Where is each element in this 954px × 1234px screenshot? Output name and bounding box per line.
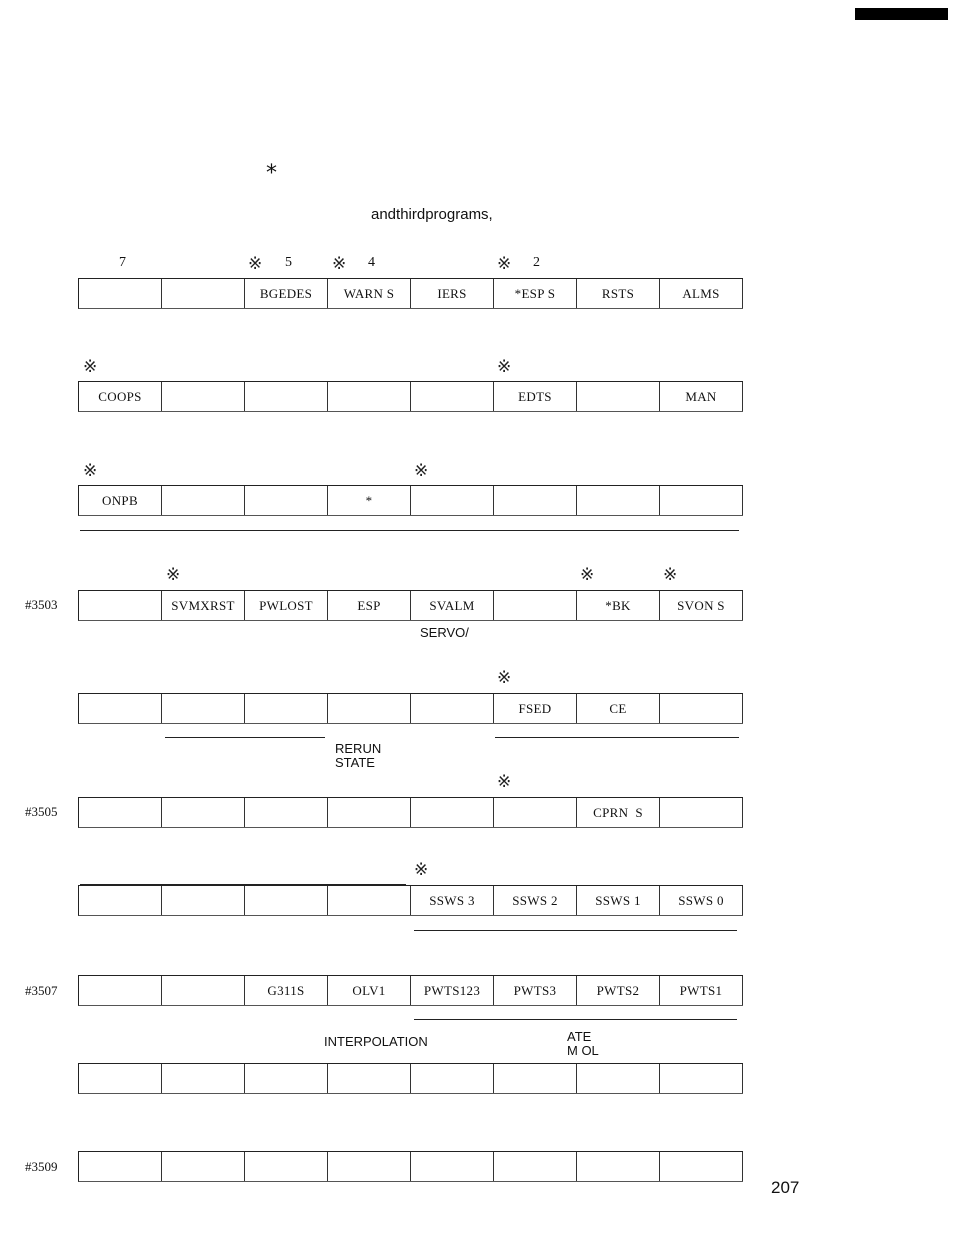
bit-cell: SSWS 0 [660,886,743,915]
bit-cell: PWTS2 [577,976,660,1005]
bit-cell [328,1152,411,1181]
bit-cell [494,1064,577,1093]
reference-mark: ※ [248,254,263,274]
register-row [78,381,743,412]
note-servo: SERVO/ [420,625,469,640]
bit-label-7: 7 [119,255,126,270]
bit-cell: SSWS 1 [577,886,660,915]
bit-cell [245,1064,328,1093]
bit-cell [660,694,743,723]
bit-cell [660,486,743,515]
divider [80,530,739,531]
bit-cell: PWLOST [245,591,328,620]
bit-cell: ONPB [79,486,162,515]
bit-cell [411,694,494,723]
bit-cell: ESP [328,591,411,620]
bit-cell [328,1064,411,1093]
register-row [78,1151,743,1182]
bit-cell [577,382,660,411]
divider [414,930,737,931]
bit-cell [328,886,411,915]
bit-cell [162,976,245,1005]
bit-cell [79,976,162,1005]
reference-mark: ※ [414,461,429,481]
bit-cell [162,1064,245,1093]
register-row [78,797,743,828]
bit-cell [162,1152,245,1181]
asterisk-mark: * [266,161,277,186]
divider [414,1019,737,1020]
page-number: 207 [771,1178,800,1197]
bit-cell [660,1064,743,1093]
bit-cell [411,1152,494,1181]
reference-mark: ※ [83,357,98,377]
bit-label-4: 4 [368,255,375,270]
bit-cell: SVON S [660,591,743,620]
bracket-line [165,737,325,738]
bit-label-2: 2 [533,255,540,270]
bit-cell: PWTS3 [494,976,577,1005]
bit-cell: IERS [411,279,494,308]
bit-cell [162,382,245,411]
bit-cell: SVALM [411,591,494,620]
register-id: #3509 [25,1159,58,1174]
note-mol: M OL [567,1043,599,1058]
bit-cell: OLV1 [328,976,411,1005]
bit-cell: CE [577,694,660,723]
bit-cell [411,486,494,515]
reference-mark: ※ [332,254,347,274]
bit-cell: FSED [494,694,577,723]
register-row [78,590,743,621]
bit-cell [577,1152,660,1181]
reference-mark: ※ [497,668,512,688]
bit-cell [162,279,245,308]
bit-cell [411,798,494,827]
bit-cell: WARN S [328,279,411,308]
note-state: STATE [335,755,375,770]
bit-cell [79,694,162,723]
reference-mark: ※ [497,772,512,792]
bit-cell: MAN [660,382,743,411]
bit-cell [577,486,660,515]
bit-cell: PWTS1 [660,976,743,1005]
bit-cell [79,886,162,915]
bit-cell: RSTS [577,279,660,308]
bit-cell [494,486,577,515]
bit-cell: CPRN S [577,798,660,827]
bit-cell [494,591,577,620]
bit-cell: SSWS 3 [411,886,494,915]
register-row [78,1063,743,1094]
bit-cell [660,1152,743,1181]
bit-cell: ALMS [660,279,743,308]
bit-cell [411,382,494,411]
bit-cell: *ESP S [494,279,577,308]
header-text: andthirdprograms, [371,206,493,223]
bracket-line [495,737,739,738]
reference-mark: ※ [497,357,512,377]
bit-cell [79,591,162,620]
bit-cell: SVMXRST [162,591,245,620]
register-row [78,693,743,724]
bit-cell: COOPS [79,382,162,411]
reference-mark: ※ [497,254,512,274]
bit-cell [245,694,328,723]
reference-mark: ※ [580,565,595,585]
register-id: #3505 [25,804,58,819]
bit-cell [245,486,328,515]
bit-cell [660,798,743,827]
note-interpolation: INTERPOLATION [324,1034,428,1049]
register-row [78,885,743,916]
header-black-bar [855,8,948,20]
bit-cell: G311S [245,976,328,1005]
bit-cell [79,798,162,827]
bit-label-5: 5 [285,255,292,270]
register-row [78,278,743,309]
note-rerun: RERUN [335,741,382,756]
bit-cell [245,798,328,827]
bit-cell: *BK [577,591,660,620]
bit-cell [328,382,411,411]
bit-cell [245,1152,328,1181]
bit-cell: * [328,486,411,515]
reference-mark: ※ [83,461,98,481]
bit-cell [79,1152,162,1181]
note-ate: ATE [567,1029,592,1044]
bit-cell [162,798,245,827]
bit-cell [328,798,411,827]
reference-mark: ※ [166,565,181,585]
bit-cell: PWTS123 [411,976,494,1005]
bit-cell [79,279,162,308]
bit-cell [328,694,411,723]
register-row [78,485,743,516]
register-id: #3507 [25,983,58,998]
bit-cell [494,1152,577,1181]
bit-cell [411,1064,494,1093]
bit-cell [162,486,245,515]
bit-cell [494,798,577,827]
register-row [78,975,743,1006]
bit-cell [162,694,245,723]
reference-mark: ※ [663,565,678,585]
bit-cell [162,886,245,915]
bit-cell: EDTS [494,382,577,411]
bit-cell: BGEDES [245,279,328,308]
register-id: #3503 [25,597,58,612]
reference-mark: ※ [414,860,429,880]
bit-cell [79,1064,162,1093]
bit-cell: SSWS 2 [494,886,577,915]
bit-cell [245,382,328,411]
bit-cell [577,1064,660,1093]
bit-cell [245,886,328,915]
